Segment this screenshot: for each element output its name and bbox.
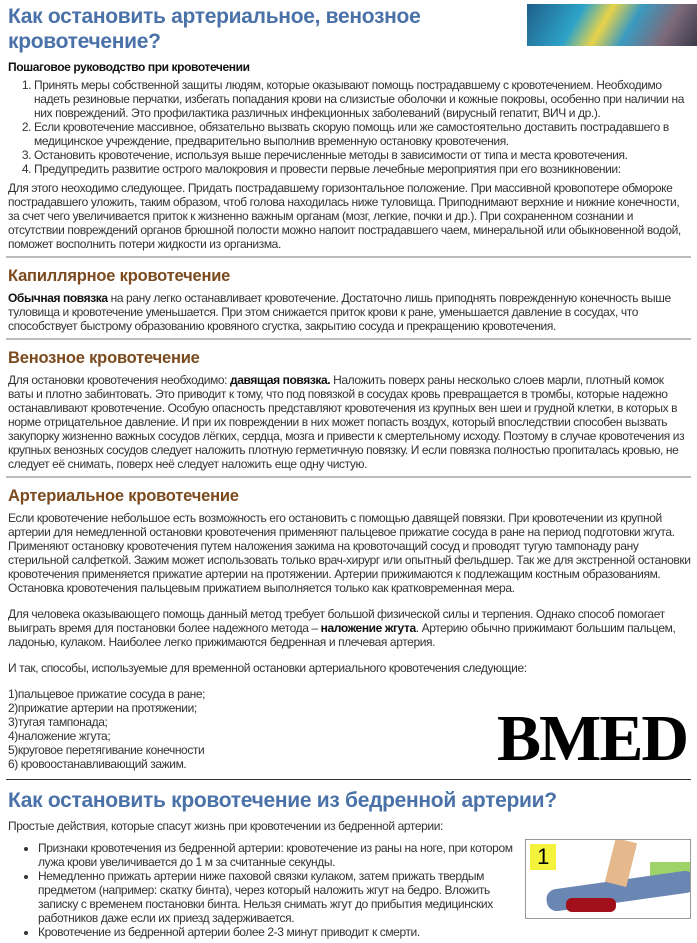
femoral-title: Как остановить кровотечение из бедренной артерии? [8,789,557,812]
list-item: 3. Остановить кровотечение, используя выше перечисленные методы в зависимости от типа и места кровотечения. [34,148,691,162]
divider [6,338,691,340]
watermark-logo: BMED [497,702,687,775]
venous-body: Наложить поверх раны несколько слоев марли, плотный комок ваты и плотно забинтовать. Это приводит к тому, что под повязкой в сосудах кровь превращается в тромбы, которые надежно останавливают кровотечение. Особую опасность представляют кровотечения из крупных вен шеи и грудной клетки, в которых в норме отрицательное давление. И при их повреждении в них может попасть воздух, который впоследствии способен вызвать закупорку жизненно важных сосудов лёгких, сердца, мозга и привести к смертельному исходу. Поэтому в случае кровотечения из крупных венозных сосудов следует наложить плотную герметичную повязку. И если повязка полностью пропиталась кровью, не следует её снимать, поверх неё следует наложить еще одну чистую. [8,373,685,471]
capillary-body: на рану легко останавливает кровотечение. Достаточно лишь приподнять поврежденную конечность выше туловища и кровотечение уменьшается. При этом снижается приток крови к ране, уменьшается давление в сосудах, что способствует быстрому образованию кровяного сгустка, закрытию сосуда и прекращению кровотечения. [8,291,671,333]
methods-row [8,687,691,775]
divider [6,256,691,258]
arterial-p1: Если кровотечение небольшое есть возможность его остановить с помощью давящей повязки. При кровотечении из крупной артерии для немедленной остановки кровотечения применяют пальцевое прижатие сосуда в ране на период подготовки жгута. Применяют остановку кровотечения путем наложения зажима на кровоточащий сосуд и проводят тугую тампонаду рану стерильной салфеткой. Зажим может использовать только врач-хирург или опытный фельдшер. Так же для экстренной остановки кровотечения применяется прижатие артерии на протяжении. Артерии прижимаются к подлежащим костным образованиям. Остановка кровотечения пальцевым прижатием выполняется только как кратковременная мера. [8,511,691,595]
page-title: Как остановить артериальное, венозное кровотечение? [8,5,421,53]
capillary-heading: Капиллярное кровотечение [8,267,231,285]
arterial-p2-after: . Артерию обычно прижимают большим пальцем, ладонью, кулаком. Наиболее легко прижимаются бедренная и плечевая артерия. [8,621,676,649]
venous-text [8,373,691,471]
list-item: • Признаки кровотечения из бедренной артерии: кровотечение из раны на ноге, при котором лужа крови увеличивается до 1 м за считанные секунды. [38,841,518,869]
capillary-bold: Обычная повязка [8,291,108,305]
capillary-text [8,291,691,333]
illustration-blood [566,898,616,912]
methods-list [8,687,205,771]
venous-intro: Для остановки кровотечения необходимо: [8,373,231,387]
list-item: 1. Принять меры собственной защиты людям, которые оказывают помощь пострадавшему с кровотечением. Необходимо надеть резиновые перчатки, избегать попадания крови на слизистые оболочки и кожные покровы, особенно при наличии на них повреждений. Это профилактика различных инфекционных заболеваний (вирусный гепатит, ВИЧ и др.). [34,78,691,120]
femoral-intro: Простые действия, которые спасут жизнь при кровотечении из бедренной артерии: [8,819,443,833]
femoral-illustration [525,839,691,919]
list-item: 2)прижатие артерии на протяжении; [8,701,197,715]
list-item: 6) кровоостанавливающий зажим. [8,757,187,771]
arterial-p2-before: Для человека оказывающего помощь данный метод требует большой физической силы и терпения. Однако способ помогает выиграть время для постановки более надежного метода – [8,607,665,635]
arterial-p2-bold: наложение жгута [320,621,416,635]
divider [6,476,691,478]
venous-bold: давящая повязка. [230,373,331,387]
femoral-body [8,837,691,943]
list-item: 3)тугая тампонада; [8,715,108,729]
arterial-p2 [8,607,691,649]
list-item: 1)пальцевое прижатие сосуда в ране; [8,687,206,701]
arterial-heading: Артериальное кровотечение [8,487,239,505]
figure-number: 1 [530,844,556,870]
femoral-list [8,841,518,939]
list-item: 2. Если кровотечение массивное, обязательно вызвать скорую помощь или же самостоятельно доставить пострадавшего в медицинское учреждение, предварительно выполнив временную остановку кровотечения. [34,120,691,148]
guide-paragraph: Для этого неоходимо следующее. Придать пострадавшему горизонтальное положение. При массивной кровопотере обмороке пострадавшего уложить, таким образом, чтоб голова находилась ниже туловища. Приподнимают верхние и нижние конечности, за счет чего увеличивается приток к жизненно важным органам (мозг, легкие, почки и др.). При сохраненном сознании и отсутствии повреждений органов брюшной полости можно напоит пострадавшего чаем, минеральной или обыкновенной водой, поможет восполнить потери жидкости из организма. [8,181,681,251]
list-item: 4. Предупредить развитие острого малокровия и провести первые лечебные мероприятия при его возникновении: [34,162,691,176]
list-item: 4)наложение жгута; [8,729,111,743]
list-item: • Немедленно прижать артерии ниже паховой связки кулаком, затем прижать твердым предметом (например: скатку бинта), через который наложить жгут на бедро. Вложить записку с временем постановки бинта. Нельзя снимать жгут до прибытия медицинских работников даже если их приезд задерживается. [38,869,518,925]
list-item: 5)круговое перетягивание конечности [8,743,205,757]
guide-heading: Пошаговое руководство при кровотечении [8,60,250,74]
guide-steps [8,78,691,176]
article [0,4,697,943]
venous-heading: Венозное кровотечение [8,349,200,367]
list-item: • Кровотечение из бедренной артерии более 2-3 минут приводит к смерти. [38,925,518,939]
divider [6,779,691,780]
arterial-p3: И так, способы, используемые для временной остановки артериального кровотечения следующие: [8,661,527,675]
header-photo [527,4,697,46]
